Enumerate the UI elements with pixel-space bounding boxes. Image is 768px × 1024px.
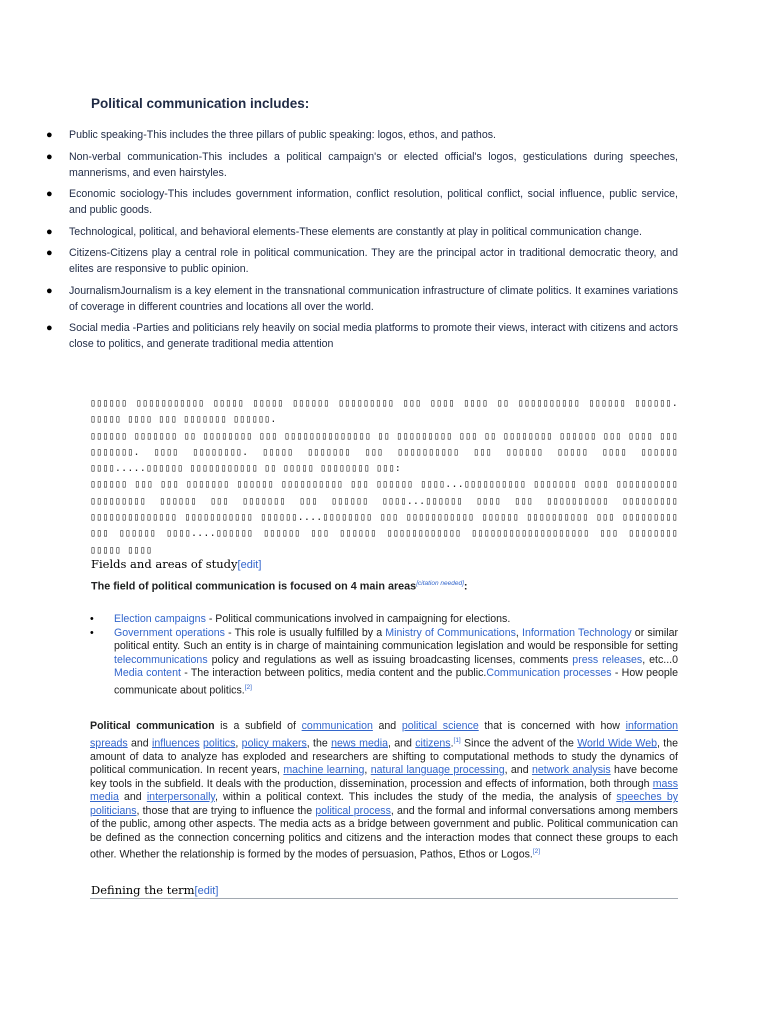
machine-learning-link[interactable]: machine learning xyxy=(283,764,365,777)
reference-link[interactable]: [2] xyxy=(532,848,541,856)
political-science-link[interactable]: political science xyxy=(401,720,479,732)
heading-divider xyxy=(90,898,678,899)
communication-processes-link[interactable]: Communication processes xyxy=(486,667,612,679)
bullet-icon: ● xyxy=(46,129,53,141)
fields-heading: Fields and areas of study[edit] xyxy=(91,557,262,571)
list-item: ● Social media -Parties and politicians rely heavily on social media platforms to promote their views, interact with citizens and actors close to politics, and generate traditional media attention xyxy=(46,322,678,350)
mass-media-link[interactable]: mass media xyxy=(90,777,678,804)
reference-link[interactable]: [2] xyxy=(244,683,252,691)
edit-link[interactable]: [edit] xyxy=(194,885,219,897)
bullet-icon: ● xyxy=(46,150,53,163)
list-item: • Government operations - This role is usually fulfilled by a Ministry of Communications, Information Technology or similar political entity. Such an entity is in charge of maintaining communication legislation and would be responsible for setting telecommunications policy and regulations as well as issuing broadcasting licenses, comments press releases, etc...0 Media content - The interaction between politics, media content and the public.Communication processes - How people communicate about politics.[2] xyxy=(90,626,679,697)
list-item: ● Public speaking-This includes the three pillars of public speaking: logos, ethos, and pathos. xyxy=(46,129,496,141)
intro-paragraph: Political communication is a subfield of communication and political science that is concerned with how information spreads and influences politics, policy makers, the news media, and citizens.[1] Since the advent of the World Wide Web, the amount of data to analyze has exploded and researchers are shifting to computational methods to study the dynamics of political communication. In recent years, machine learning, natural language processing, and network analysis have become key tools in the subfield. It deals with the production, dissemination, procession and effects of information, both through mass media and interpersonally, within a political context. This includes the study of the media, the analysis of speeches by politicians, those that are trying to influence the political process, and the formal and informal conversations among members of the public, among other aspects. The media acts as a bridge between government and public. Political communication can be defined as the connection concerning politics and citizens and the interaction modes that connect these groups to each other. Whether the relationship is formed by the modes of persuasion, Pathos, Ethos or Logos.[2] xyxy=(90,720,679,861)
communication-link[interactable]: communication xyxy=(301,720,373,732)
government-operations-link[interactable]: Government operations xyxy=(114,626,225,639)
election-campaigns-link[interactable]: Election campaigns xyxy=(114,613,206,625)
ministry-link[interactable]: Ministry of Communications xyxy=(385,626,516,639)
news-media-link[interactable]: news media xyxy=(331,737,388,750)
political-process-link[interactable]: political process xyxy=(315,804,391,817)
edit-link[interactable]: [edit] xyxy=(237,559,262,571)
interpersonally-link[interactable]: interpersonally xyxy=(146,791,215,804)
areas-list xyxy=(90,613,678,698)
bullet-icon: • xyxy=(90,626,94,639)
bullet-icon: ● xyxy=(46,322,53,334)
unrendered-script-block xyxy=(90,396,678,559)
includes-list xyxy=(40,127,678,358)
list-item: ● Economic sociology-This includes government information, conflict resolution, political conflict, social influence, public service, and public goods. xyxy=(46,188,678,216)
policy-makers-link[interactable]: policy makers xyxy=(241,737,307,750)
network-analysis-link[interactable]: network analysis xyxy=(531,764,611,777)
garbled-paragraph: ▯▯▯▯▯▯ ▯▯▯▯▯▯▯▯▯▯▯ ▯▯▯▯▯ ▯▯▯▯▯ ▯▯▯▯▯▯ ▯▯▯▯▯▯▯▯▯ ▯▯▯ ▯▯▯▯ ▯▯▯▯ ▯▯ ▯▯▯▯▯▯▯▯▯▯ ▯▯▯▯▯▯ ▯▯▯▯▯▯. ▯▯▯▯▯ ▯▯▯▯ ▯▯▯ ▯▯▯▯▯▯▯ ▯▯▯▯▯▯. xyxy=(90,398,678,426)
information-technology-link[interactable]: Information Technology xyxy=(522,626,632,639)
speeches-by-politicians-link[interactable]: speeches by politicians xyxy=(90,791,679,817)
garbled-paragraph: ▯▯▯▯▯▯ ▯▯▯▯▯▯▯ ▯▯ ▯▯▯▯▯▯▯▯ ▯▯▯ ▯▯▯▯▯▯▯▯▯▯▯▯▯▯ ▯▯ ▯▯▯▯▯▯▯▯▯ ▯▯▯ ▯▯ ▯▯▯▯▯▯▯▯ ▯▯▯▯▯▯ ▯▯▯ ▯▯▯▯ ▯▯▯ ▯▯▯▯▯▯▯. ▯▯▯▯ ▯▯▯▯▯▯▯▯. ▯▯▯▯▯ ▯▯▯▯▯▯▯ ▯▯▯ ▯▯▯▯▯▯▯▯▯▯ ▯▯▯ ▯▯▯▯▯▯ ▯▯▯▯▯ ▯▯▯▯ ▯▯▯▯▯▯ ▯▯▯▯.....▯▯▯▯▯▯ ▯▯▯▯▯▯▯▯▯▯▯ ▯▯ ▯▯▯▯▯ ▯▯▯▯▯▯▯▯ ▯▯▯: xyxy=(90,430,678,475)
influences-link[interactable]: influences xyxy=(152,737,200,750)
garbled-paragraph: ▯▯▯▯▯▯ ▯▯▯ ▯▯▯ ▯▯▯▯▯▯▯ ▯▯▯▯▯▯ ▯▯▯▯▯▯▯▯▯▯ ▯▯▯ ▯▯▯▯▯▯ ▯▯▯▯...▯▯▯▯▯▯▯▯▯▯ ▯▯▯▯▯▯▯ ▯▯▯▯ ▯▯▯▯▯▯▯▯▯▯ ▯▯▯▯▯▯▯▯▯ ▯▯▯▯▯▯ ▯▯▯ ▯▯▯▯▯▯▯ ▯▯▯ ▯▯▯▯▯▯ ▯▯▯▯...▯▯▯▯▯▯ ▯▯▯▯ ▯▯▯ ▯▯▯▯▯▯▯▯▯▯ ▯▯▯▯▯▯▯▯▯ ▯▯▯▯▯▯▯▯▯▯▯▯▯▯ ▯▯▯▯▯▯▯▯▯▯▯ ▯▯▯▯▯▯....▯▯▯▯▯▯▯▯ ▯▯▯ ▯▯▯▯▯▯▯▯▯▯▯ ▯▯▯▯▯▯ ▯▯▯▯▯▯▯▯▯▯ ▯▯▯ ▯▯▯▯▯▯▯▯▯ ▯▯▯ ▯▯▯▯▯▯ ▯▯▯▯....▯▯▯▯▯▯ ▯▯▯▯▯▯ ▯▯▯ ▯▯▯▯▯▯ ▯▯▯▯▯▯▯▯▯▯▯▯ ▯▯▯▯▯▯▯▯▯▯▯▯▯▯▯▯▯▯▯ ▯▯▯ ▯▯▯▯▯▯▯▯ ▯▯▯▯▯ ▯▯▯▯ xyxy=(90,479,678,556)
list-item: ● Technological, political, and behavioral elements-These elements are constantly at play in political communication change. xyxy=(46,225,642,238)
focus-statement: The field of political communication is focused on 4 main areas[citation needed]: xyxy=(91,580,468,593)
bullet-icon: ● xyxy=(46,188,53,200)
politics-link[interactable]: politics xyxy=(203,737,236,750)
bullet-icon: • xyxy=(90,613,94,625)
press-releases-link[interactable]: press releases xyxy=(572,653,643,666)
list-item: ● JournalismJournalism is a key element in the transnational communication infrastructure of climate politics. It examines variations of coverage in different countries and locations all over the world. xyxy=(46,284,678,313)
world-wide-web-link[interactable]: World Wide Web xyxy=(577,737,658,750)
defining-heading: Defining the term[edit] xyxy=(91,883,219,897)
media-content-link[interactable]: Media content xyxy=(114,667,181,679)
list-item: ● Citizens-Citizens play a central role in political communication. They are the principal actor in traditional democratic theory, and elites are responsive to public opinion. xyxy=(46,247,678,275)
list-item: ● Non-verbal communication-This includes a political campaign's or elected official's logos, gesticulations during speeches, mannerisms, and even hairstyles. xyxy=(46,150,678,179)
information-spreads-link[interactable]: information spreads xyxy=(90,720,679,750)
bullet-icon: ● xyxy=(46,247,53,259)
citation-needed-link[interactable]: [citation needed] xyxy=(416,580,464,587)
list-item: • Election campaigns - Political communications involved in campaigning for elections. xyxy=(90,613,511,625)
citizens-link[interactable]: citizens xyxy=(415,737,451,750)
bullet-icon: ● xyxy=(46,225,53,238)
natural-language-processing-link[interactable]: natural language processing xyxy=(370,764,505,777)
bullet-icon: ● xyxy=(46,284,53,297)
section-heading: Political communication includes: xyxy=(91,96,310,111)
reference-link[interactable]: [1] xyxy=(453,736,461,744)
telecommunications-link[interactable]: telecommunications xyxy=(114,653,208,666)
